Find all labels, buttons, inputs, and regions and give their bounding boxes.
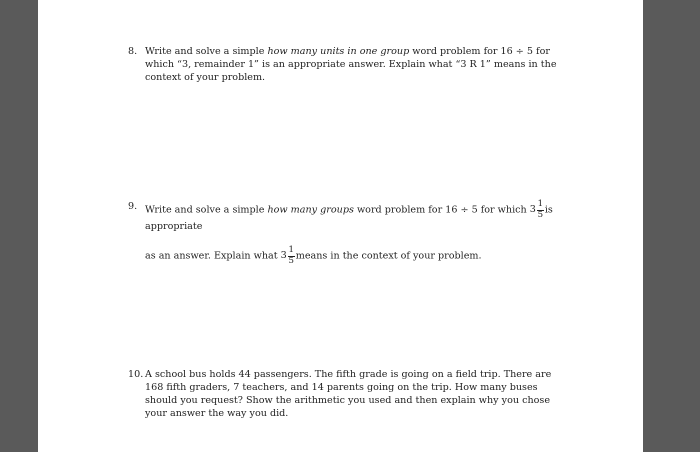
- fraction-numerator: 1: [537, 199, 544, 209]
- fraction: [537, 200, 544, 220]
- mixed-number-whole: 3: [529, 204, 536, 216]
- text-segment: Write and solve a simple: [145, 46, 268, 57]
- mixed-number: [281, 246, 296, 266]
- problem-text: [145, 200, 568, 266]
- problem-number: 8.: [128, 46, 138, 57]
- text-segment: word problem for 16 ÷ 5 for which “3, remainder 1” is an appropriate answer. Explain what “3 R 1” means in the context of your problem.: [145, 46, 557, 83]
- problem-line: [145, 200, 568, 233]
- text-segment: means in the context of your problem.: [295, 250, 482, 262]
- fraction-numerator: 1: [288, 245, 294, 255]
- fraction-denominator: 5: [537, 210, 544, 220]
- text-segment: as an answer. Explain what: [145, 250, 281, 262]
- problem-text: A school bus holds 44 passengers. The fifth grade is going on a field trip. There are 168 fifth graders, 7 teachers, and 14 parents going on the trip. How many buses should you request? Show the arithmetic you used and then explain why you chose your answer the way you did.: [145, 369, 552, 419]
- problem-line: [145, 246, 568, 266]
- fraction: [288, 246, 295, 266]
- problem-8: [128, 45, 568, 84]
- worksheet-page: [38, 0, 643, 452]
- fraction-denominator: 5: [288, 256, 294, 266]
- text-segment: word problem for 16 ÷ 5 for which: [353, 204, 530, 216]
- problem-number: 9.: [128, 201, 138, 212]
- text-segment: is appropriate: [145, 204, 553, 232]
- italic-phrase: how many units in one group: [267, 46, 410, 57]
- italic-phrase: how many groups: [267, 204, 354, 216]
- text-segment: Write and solve a simple: [145, 204, 268, 216]
- mixed-number-whole: 3: [280, 250, 287, 262]
- mixed-number: [530, 200, 545, 220]
- problem-number: 10.: [128, 369, 144, 380]
- problem-9: [128, 200, 568, 266]
- problem-text: [145, 45, 568, 84]
- problem-10: [128, 368, 568, 420]
